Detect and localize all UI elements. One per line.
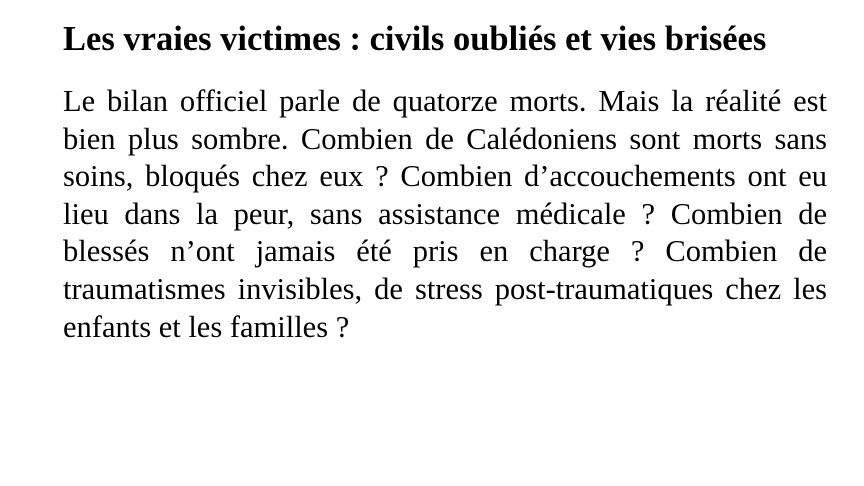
document-page bbox=[63, 18, 827, 346]
body-paragraph: Le bilan officiel parle de quatorze morts. Mais la réalité est bien plus sombre. Combien de Calédoniens sont morts sans soins, bloqués chez eux ? Combien d’accouchements ont eu lieu dans la peur, sans assistance médicale ? Combien de blessés n’ont jamais été pris en charge ? Combien de traumatismes invisibles, de stress post-traumatiques chez les enfants et les familles ? bbox=[63, 84, 827, 344]
section-heading: Les vraies victimes : civils oubliés et vies brisées bbox=[63, 20, 767, 58]
